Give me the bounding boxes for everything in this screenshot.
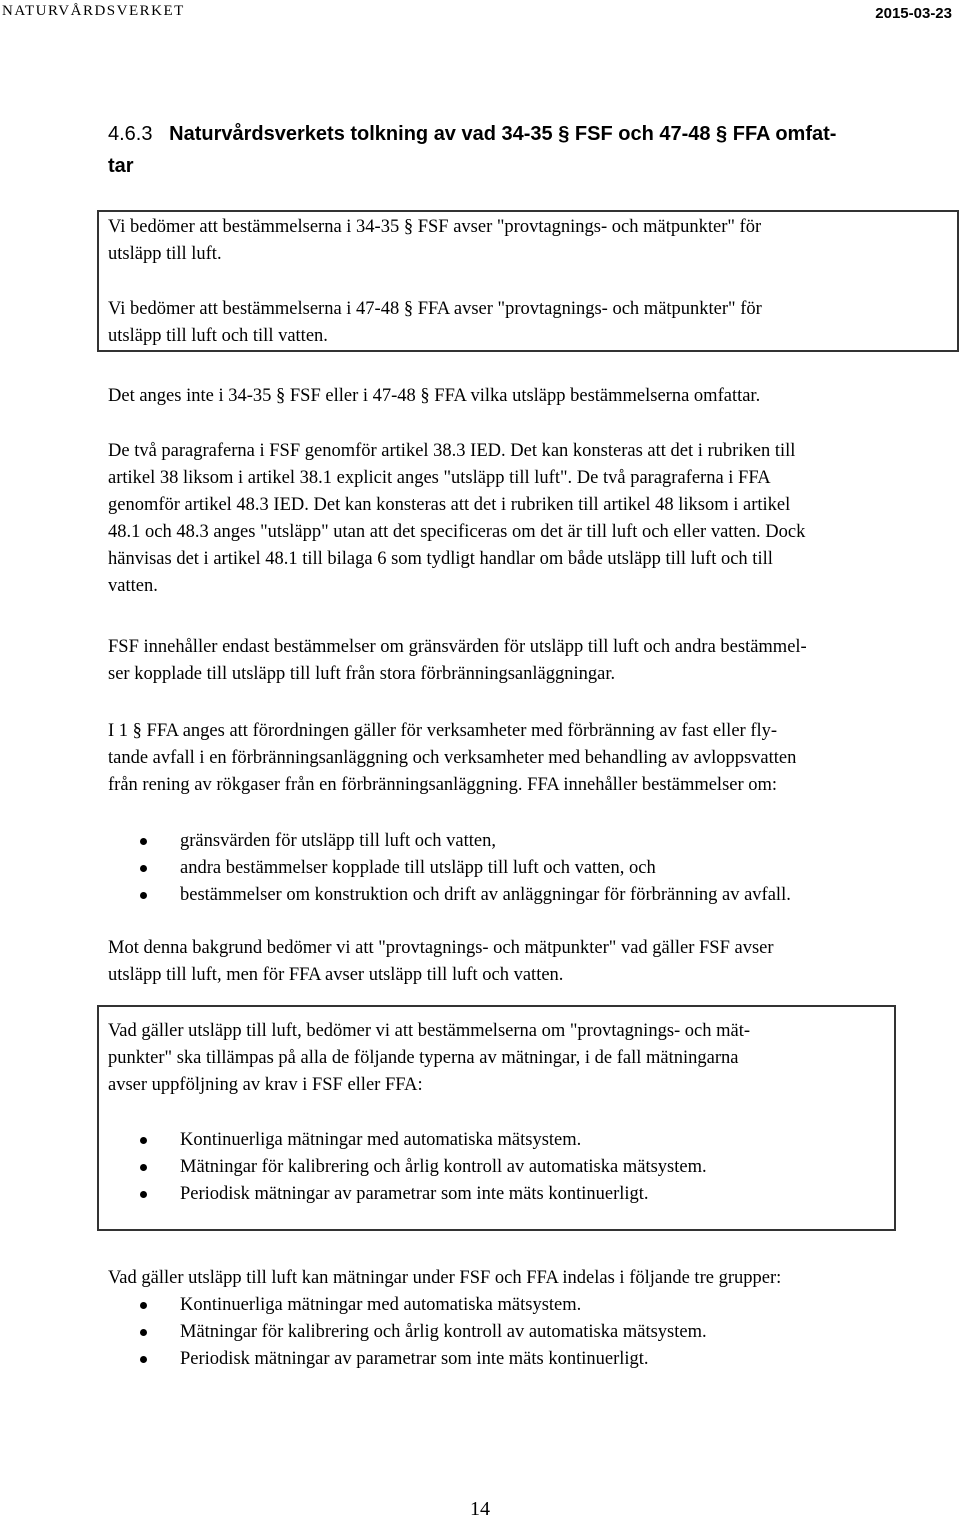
box2-measurement-list — [136, 1127, 707, 1208]
list-item: Mätningar för kalibrering och årlig kontroll av automatiska mätsystem. — [136, 1319, 707, 1346]
box1-paragraph-2 — [108, 296, 762, 350]
list-item: gränsvärden för utsläpp till luft och vatten, — [136, 828, 791, 855]
paragraph-anges: Det anges inte i 34-35 § FSF eller i 47-48 § FFA vilka utsläpp bestämmelserna omfattar. — [108, 386, 761, 406]
box1-paragraph-1 — [108, 214, 761, 268]
paragraph-mot — [108, 935, 774, 989]
list-item: Kontinuerliga mätningar med automatiska mätsystem. — [136, 1292, 707, 1319]
groups-list — [136, 1292, 707, 1373]
box1-p1-line1: Vi bedömer att bestämmelserna i 34-35 § FSF avser "provtagnings- och mätpunkter" för — [108, 217, 762, 237]
section-title-line1: Naturvårdsverkets tolkning av vad 34-35 § FSF och 47-48 § FFA omfat- — [169, 123, 837, 145]
section-title-line2: tar — [108, 155, 134, 177]
box1-p2-line2: utsläpp till luft och till vatten. — [108, 326, 328, 346]
list-item: andra bestämmelser kopplade till utsläpp till luft och vatten, och — [136, 855, 791, 882]
de-tva-line: 48.1 och 48.3 anges "utsläpp" utan att det specificeras om det är till luft och eller vatten. Dock — [108, 522, 806, 542]
fsf-line: FSF innehåller endast bestämmelser om gränsvärden för utsläpp till luft och andra bestämmel- — [108, 637, 807, 657]
box2-intro-line: punkter" ska tillämpas på alla de följande typerna av mätningar, i de fall mätningarna — [108, 1048, 739, 1068]
paragraph-fsf — [108, 634, 807, 688]
ffa-provisions-list — [136, 828, 791, 909]
list-item: Periodisk mätningar av parametrar som inte mäts kontinuerligt. — [136, 1181, 707, 1208]
box1-p2-line1: Vi bedömer att bestämmelserna i 47-48 § FFA avser "provtagnings- och mätpunkter" för — [108, 299, 762, 319]
de-tva-line: genomför artikel 48.3 IED. Det kan konsteras att det i rubriken till artikel 48 liksom i artikel — [108, 495, 791, 515]
header-date: 2015-03-23 — [875, 5, 952, 22]
de-tva-line: artikel 38 liksom i artikel 38.1 explicit anges "utsläpp till luft". De två paragraferna i FFA — [108, 468, 771, 488]
fsf-line: ser kopplade till utsläpp till luft från stora förbränningsanläggningar. — [108, 664, 616, 684]
groups-intro: Vad gäller utsläpp till luft kan mätningar under FSF och FFA indelas i följande tre grupper: — [108, 1268, 782, 1288]
box2-intro-line: Vad gäller utsläpp till luft, bedömer vi att bestämmelserna om "provtagnings- och mät- — [108, 1021, 751, 1041]
list-item: Mätningar för kalibrering och årlig kontroll av automatiska mätsystem. — [136, 1154, 707, 1181]
box2-intro-line: avser uppföljning av krav i FSF eller FFA: — [108, 1075, 423, 1095]
paragraph-i1 — [108, 718, 796, 799]
de-tva-line: De två paragraferna i FSF genomför artikel 38.3 IED. Det kan konsteras att det i rubriken till — [108, 441, 796, 461]
i1-line: från rening av rökgaser från en förbränningsanläggning. FFA innehåller bestämmelser om: — [108, 775, 778, 795]
header-organization: NATURVÅRDSVERKET — [2, 3, 185, 19]
paragraph-de-tva — [108, 438, 805, 600]
mot-line: Mot denna bakgrund bedömer vi att "provtagnings- och mätpunkter" vad gäller FSF avser — [108, 938, 774, 958]
section-number: 4.6.3 — [108, 123, 153, 145]
page-number: 14 — [470, 1498, 490, 1520]
de-tva-line: vatten. — [108, 576, 158, 596]
list-item: Kontinuerliga mätningar med automatiska mätsystem. — [136, 1127, 707, 1154]
box1-p1-line2: utsläpp till luft. — [108, 244, 222, 264]
mot-line: utsläpp till luft, men för FFA avser utsläpp till luft och vatten. — [108, 965, 564, 985]
list-item: Periodisk mätningar av parametrar som inte mäts kontinuerligt. — [136, 1346, 707, 1373]
de-tva-line: hänvisas det i artikel 48.1 till bilaga 6 som tydligt handlar om både utsläpp till luft och till — [108, 549, 773, 569]
section-heading — [108, 118, 938, 182]
i1-line: I 1 § FFA anges att förordningen gäller för verksamheter med förbränning av fast eller fly- — [108, 721, 778, 741]
i1-line: tande avfall i en förbränningsanläggning och verksamheter med behandling av avloppsvatten — [108, 748, 797, 768]
box2-intro — [108, 1018, 750, 1099]
list-item: bestämmelser om konstruktion och drift av anläggningar för förbränning av avfall. — [136, 882, 791, 909]
